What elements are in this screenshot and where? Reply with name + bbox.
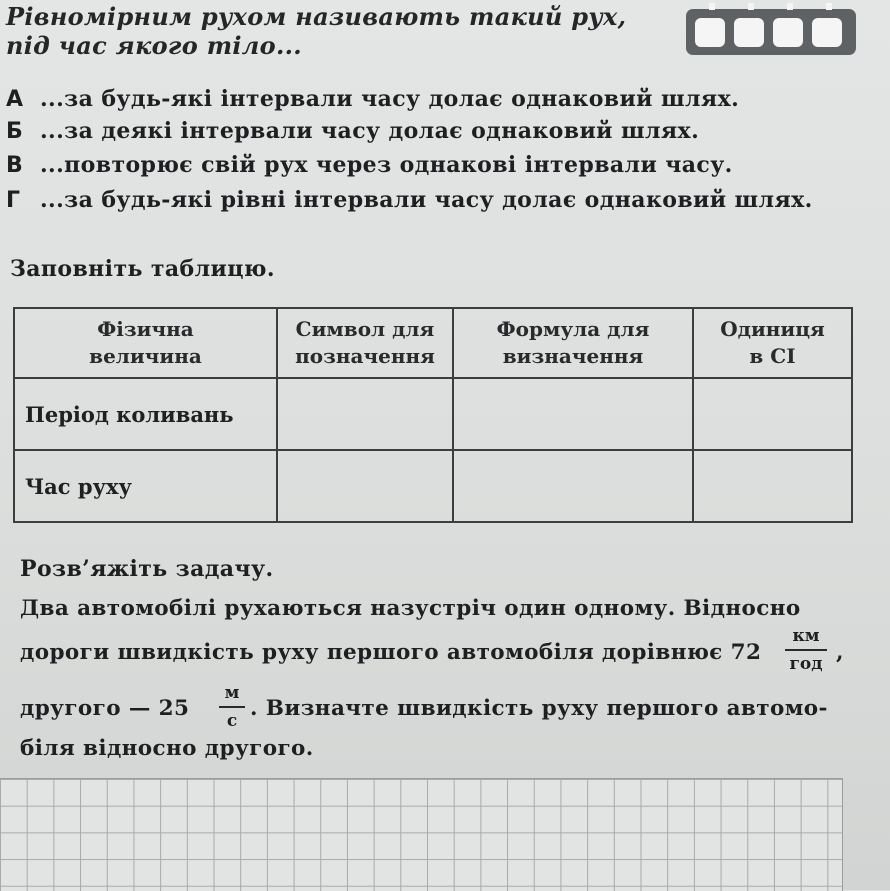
table-row bbox=[14, 450, 852, 522]
physics-table bbox=[13, 307, 853, 523]
cell-quantity: Період коливань bbox=[14, 378, 277, 450]
option-letter: Б bbox=[6, 119, 24, 144]
answer-boxes bbox=[686, 9, 856, 55]
answer-box-d[interactable] bbox=[812, 18, 842, 47]
option-text: ...за будь-які рівні інтервали часу долає однаковий шлях. bbox=[40, 187, 813, 213]
option-a bbox=[6, 84, 739, 115]
header-symbol: Символ для позначення bbox=[277, 308, 453, 378]
option-text: ...за будь-які інтервали часу долає однаковий шлях. bbox=[40, 86, 740, 112]
unit-numerator: км bbox=[792, 626, 820, 646]
answer-tick bbox=[787, 3, 793, 10]
answer-box-a[interactable] bbox=[695, 18, 725, 47]
answer-box-b[interactable] bbox=[734, 18, 764, 47]
cell-symbol[interactable] bbox=[277, 450, 453, 522]
unit-denominator: год bbox=[789, 654, 823, 674]
option-text: ...за деякі інтервали часу долає однаковий шлях. bbox=[40, 118, 700, 144]
cell-unit[interactable] bbox=[693, 450, 852, 522]
fraction-bar bbox=[219, 706, 245, 708]
problem-line-3-start: другого — 25 bbox=[20, 696, 190, 721]
header-unit: Одиниця в СІ bbox=[693, 308, 852, 378]
option-letter: В bbox=[6, 153, 24, 178]
question-title-line-1: Рівномірним рухом називають такий рух, bbox=[6, 2, 627, 31]
answer-tick bbox=[709, 3, 715, 10]
option-letter: Г bbox=[6, 188, 21, 213]
answer-tick bbox=[748, 3, 754, 10]
fraction-bar bbox=[785, 649, 827, 651]
problem-line-1: Два автомобілі рухаються назустріч один одному. Відносно bbox=[20, 596, 801, 621]
unit-fraction-kmh bbox=[785, 626, 827, 674]
unit-numerator: м bbox=[224, 683, 240, 703]
question-title-line-2: під час якого тіло... bbox=[6, 31, 302, 60]
graph-paper-answer-area[interactable] bbox=[0, 778, 843, 891]
cell-formula[interactable] bbox=[453, 378, 693, 450]
answer-box-c[interactable] bbox=[773, 18, 803, 47]
cell-unit[interactable] bbox=[693, 378, 852, 450]
cell-formula[interactable] bbox=[453, 450, 693, 522]
cell-symbol[interactable] bbox=[277, 378, 453, 450]
option-letter: А bbox=[6, 87, 24, 112]
table-task-title: Заповніть таблицю. bbox=[10, 256, 275, 282]
question-title bbox=[6, 2, 626, 60]
option-b bbox=[6, 116, 699, 147]
option-d bbox=[6, 185, 813, 216]
option-text: ...повторює свій рух через однакові інтервали часу. bbox=[40, 152, 733, 178]
cell-quantity: Час руху bbox=[14, 450, 277, 522]
header-formula: Формула для визначення bbox=[453, 308, 693, 378]
problem-line-4: біля відносно другого. bbox=[20, 736, 314, 761]
problem-line-3-end: . Визначте швидкість руху першого автомо- bbox=[250, 696, 828, 721]
problem-title: Розв’яжіть задачу. bbox=[20, 556, 274, 582]
problem-line-2: дороги швидкість руху першого автомобіля дорівнює 72 bbox=[20, 640, 762, 665]
table-row bbox=[14, 378, 852, 450]
problem-comma: , bbox=[836, 640, 844, 665]
unit-fraction-ms bbox=[219, 683, 245, 731]
option-c bbox=[6, 150, 733, 181]
unit-denominator: с bbox=[226, 711, 238, 731]
header-quantity: Фізична величина bbox=[14, 308, 277, 378]
answer-tick bbox=[826, 3, 832, 10]
table-header-row bbox=[14, 308, 852, 378]
